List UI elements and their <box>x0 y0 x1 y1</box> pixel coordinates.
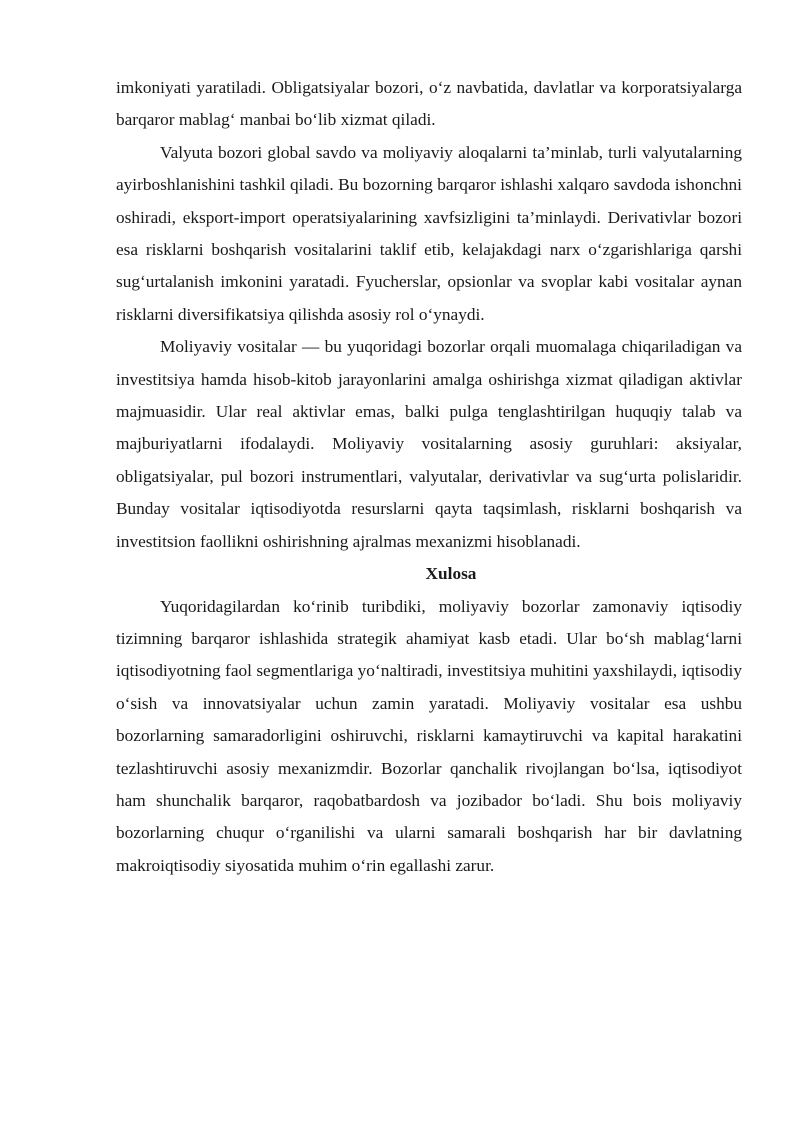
paragraph-currency-market: Valyuta bozori global savdo va moliyaviy aloqalarni ta’minlab, turli valyutalarning ayirboshlanishini tashkil qiladi. Bu bozorning barqaror ishlashi xalqaro savdoda ishonchni oshiradi, eksport-import operatsiyalarining xavfsizligini ta’minlaydi. Derivativlar bozori esa risklarni boshqarish vositalarini taklif etib, kelajakdagi narx o‘zgarishlariga qarshi sug‘urtalanish imkonini yaratadi. Fyucherslar, opsionlar va svoplar kabi vositalar aynan risklarni diversifikatsiya qilishda asosiy rol o‘ynaydi. <box>116 142 742 324</box>
paragraph-financial-instruments: Moliyaviy vositalar — bu yuqoridagi bozorlar orqali muomalaga chiqariladigan va investitsiya hamda hisob-kitob jarayonlarini amalga oshirishga xizmat qiladigan aktivlar majmuasidir. Ular real aktivlar emas, balki pulga tenglashtirilgan huquqiy talab va majburiyatlarni ifodalaydi. Moliyaviy vositalarning asosiy guruhlari: aksiyalar, obligatsiyalar, pul bozori instrumentlari, valyutalar, derivativlar va sug‘urta polislaridir. Bunday vositalar iqtisodiyotda resurslarni qayta taqsimlash, risklarni boshqarish va investitsion faollikni oshirishning ajralmas mexanizmi hisoblanadi. <box>116 337 742 551</box>
paragraph-conclusion: Yuqoridagilardan ko‘rinib turibdiki, moliyaviy bozorlar zamonaviy iqtisodiy tizimning barqaror ishlashida strategik ahamiyat kasb etadi. Ular bo‘sh mablag‘larni iqtisodiyotning faol segmentlariga yo‘naltiradi, investitsiya muhitini yaxshilaydi, iqtisodiy o‘sish va innovatsiyalar uchun zamin yaratadi. Moliyaviy vositalar esa ushbu bozorlarning samaradorligini oshiruvchi, risklarni kamaytiruvchi va kapital harakatini tezlashtiruvchi asosiy mexanizmdir. Bozorlar qanchalik rivojlangan bo‘lsa, iqtisodiyot ham shunchalik barqaror, raqobatbardosh va jozibador bo‘ladi. Shu bois moliyaviy bozorlarning chuqur o‘rganilishi va ularni samarali boshqarish har bir davlatning makroiqtisodiy siyosatida muhim o‘rin egallashi zarur. <box>116 596 742 875</box>
paragraph-continuation: imkoniyati yaratiladi. Obligatsiyalar bozori, o‘z navbatida, davlatlar va korporatsiyalarga barqaror mablag‘ manbai bo‘lib xizmat qiladi. <box>116 78 742 130</box>
section-heading-conclusion: Xulosa <box>425 564 477 584</box>
document-page <box>116 72 742 882</box>
